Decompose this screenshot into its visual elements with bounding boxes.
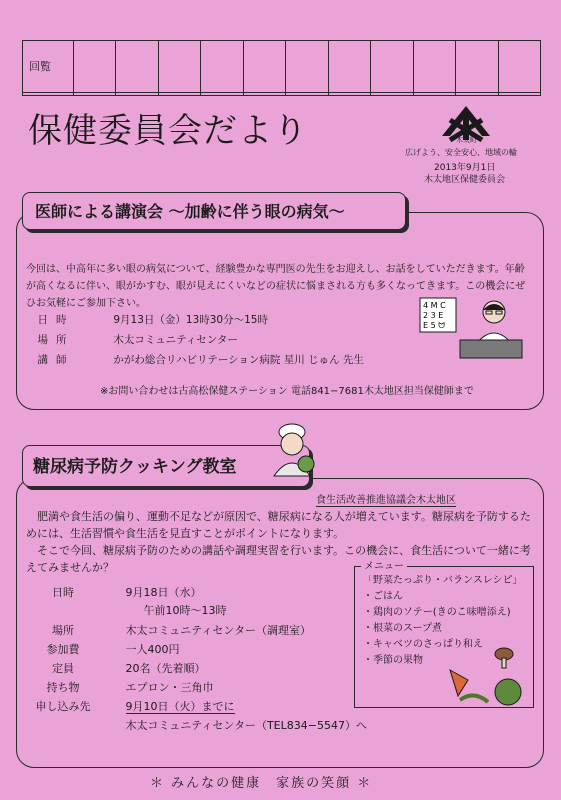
- menu-item: ・季節の果物: [363, 655, 423, 666]
- lecture-intro: 今回は、中高年に多い眼の病気について、経験豊かな専門医の先生をお迎えし、お話をしていただきます。年齢が高くなるに伴い、眼がかすむ、眼が見えにくいなどの症状に悩まされる方も多くなってきます。この機会にぜひお気軽にご参加下さい。: [26, 264, 526, 309]
- lecture-detail-row: [26, 312, 268, 327]
- detail-label: 申し込み先: [35, 700, 91, 713]
- detail-label: 持ち物: [46, 681, 80, 694]
- inquiry-note: ※お問い合わせは古高松保健ステーション 電話841−7681木太地区担当保健師まで: [100, 386, 474, 397]
- detail-label: 場所: [37, 334, 75, 346]
- cooking-detail-row: [26, 698, 235, 714]
- issue-date: 2013年9月1日: [434, 163, 496, 173]
- detail-label: 日時: [37, 314, 75, 326]
- eye-chart-line: 4 M C: [423, 301, 446, 310]
- menu-item: ・キャベツのさっぱり和え: [363, 639, 483, 650]
- circulation-label: 回覧: [23, 41, 74, 93]
- detail-label: 定員: [52, 662, 74, 675]
- cooking-intro-paragraph: そこで今回、糖尿病予防のための講話や調理実習を行います。この機会に、食生活について一緒に考えてみませんか？: [26, 544, 531, 574]
- doctor-illustration-icon: [416, 296, 526, 362]
- circulation-table: [22, 40, 541, 96]
- cooking-detail-row: [26, 717, 367, 733]
- issuer: 木太地区保健委員会: [424, 175, 506, 185]
- cooking-intro-paragraph: 肥満や食生活の偏り、運動不足などが原因で、糖尿病になる人が増えています。糖尿病を予防するためには、生活習慣や食生活を見直すことがポイントになります。: [26, 510, 531, 540]
- cooking-detail-row: [26, 679, 214, 695]
- detail-value: 一人400円: [125, 643, 180, 656]
- detail-value: エプロン・三角巾: [125, 681, 214, 694]
- page-title: 保健委員会だより: [28, 111, 308, 151]
- eye-chart-line: E 5 ᗢ: [423, 321, 445, 330]
- detail-value: かがわ総合リハビリテーション病院 星川 じゅん 先生: [113, 354, 364, 366]
- detail-value: 20名（先着順）: [125, 662, 206, 675]
- organizer: 食生活改善推進協議会木太地区: [316, 491, 456, 507]
- menu-item: ・鶏肉のソテー(きのこ味噌添え): [363, 607, 511, 618]
- detail-value: 9月18日（水）: [125, 586, 202, 599]
- cooking-detail-row: [26, 602, 227, 618]
- detail-value: 午前10時〜13時: [143, 604, 227, 617]
- menu-item: ・根菜のスープ煮: [363, 623, 442, 634]
- menu-item: ・ごはん: [363, 591, 403, 602]
- footer-slogan: ＊ みんなの健康 家族の笑顔 ＊: [150, 776, 373, 791]
- vegetables-illustration-icon: [440, 640, 530, 708]
- cooking-detail-row: [26, 622, 311, 638]
- menu-title: メニュー: [361, 559, 407, 575]
- lecture-heading: 医師による講演会 〜加齢に伴う眼の病気〜: [22, 192, 406, 230]
- lecture-detail-row: [26, 352, 364, 367]
- detail-label: 場所: [52, 624, 74, 637]
- detail-label: 講師: [37, 354, 75, 366]
- detail-value: 木太コミュニティセンター: [113, 334, 238, 346]
- eye-chart-line: 2 3 E: [423, 311, 444, 320]
- logo-town-name: 木太町: [456, 136, 477, 144]
- cooking-detail-row: [26, 641, 180, 657]
- detail-label: 参加費: [46, 643, 80, 656]
- detail-value: 9月10日（火）までに: [125, 700, 235, 713]
- menu-item: 「野菜たっぷり・バランスレシピ」: [363, 575, 523, 586]
- cooking-heading: 糖尿病予防クッキング教室: [22, 445, 310, 487]
- detail-value: 9月13日（金）13時30分〜15時: [113, 314, 268, 326]
- detail-value: 木太コミュニティセンター（TEL834−5547）へ: [125, 719, 367, 732]
- lecture-detail-row: [26, 332, 238, 347]
- slogan: 広げよう、安全安心、地域の輪: [405, 148, 517, 157]
- chef-illustration-icon: [262, 420, 320, 478]
- cooking-detail-row: [26, 660, 206, 676]
- detail-label: 日時: [52, 586, 74, 599]
- cooking-detail-row: [26, 584, 202, 600]
- detail-value: 木太コミュニティセンター（調理室）: [125, 624, 311, 637]
